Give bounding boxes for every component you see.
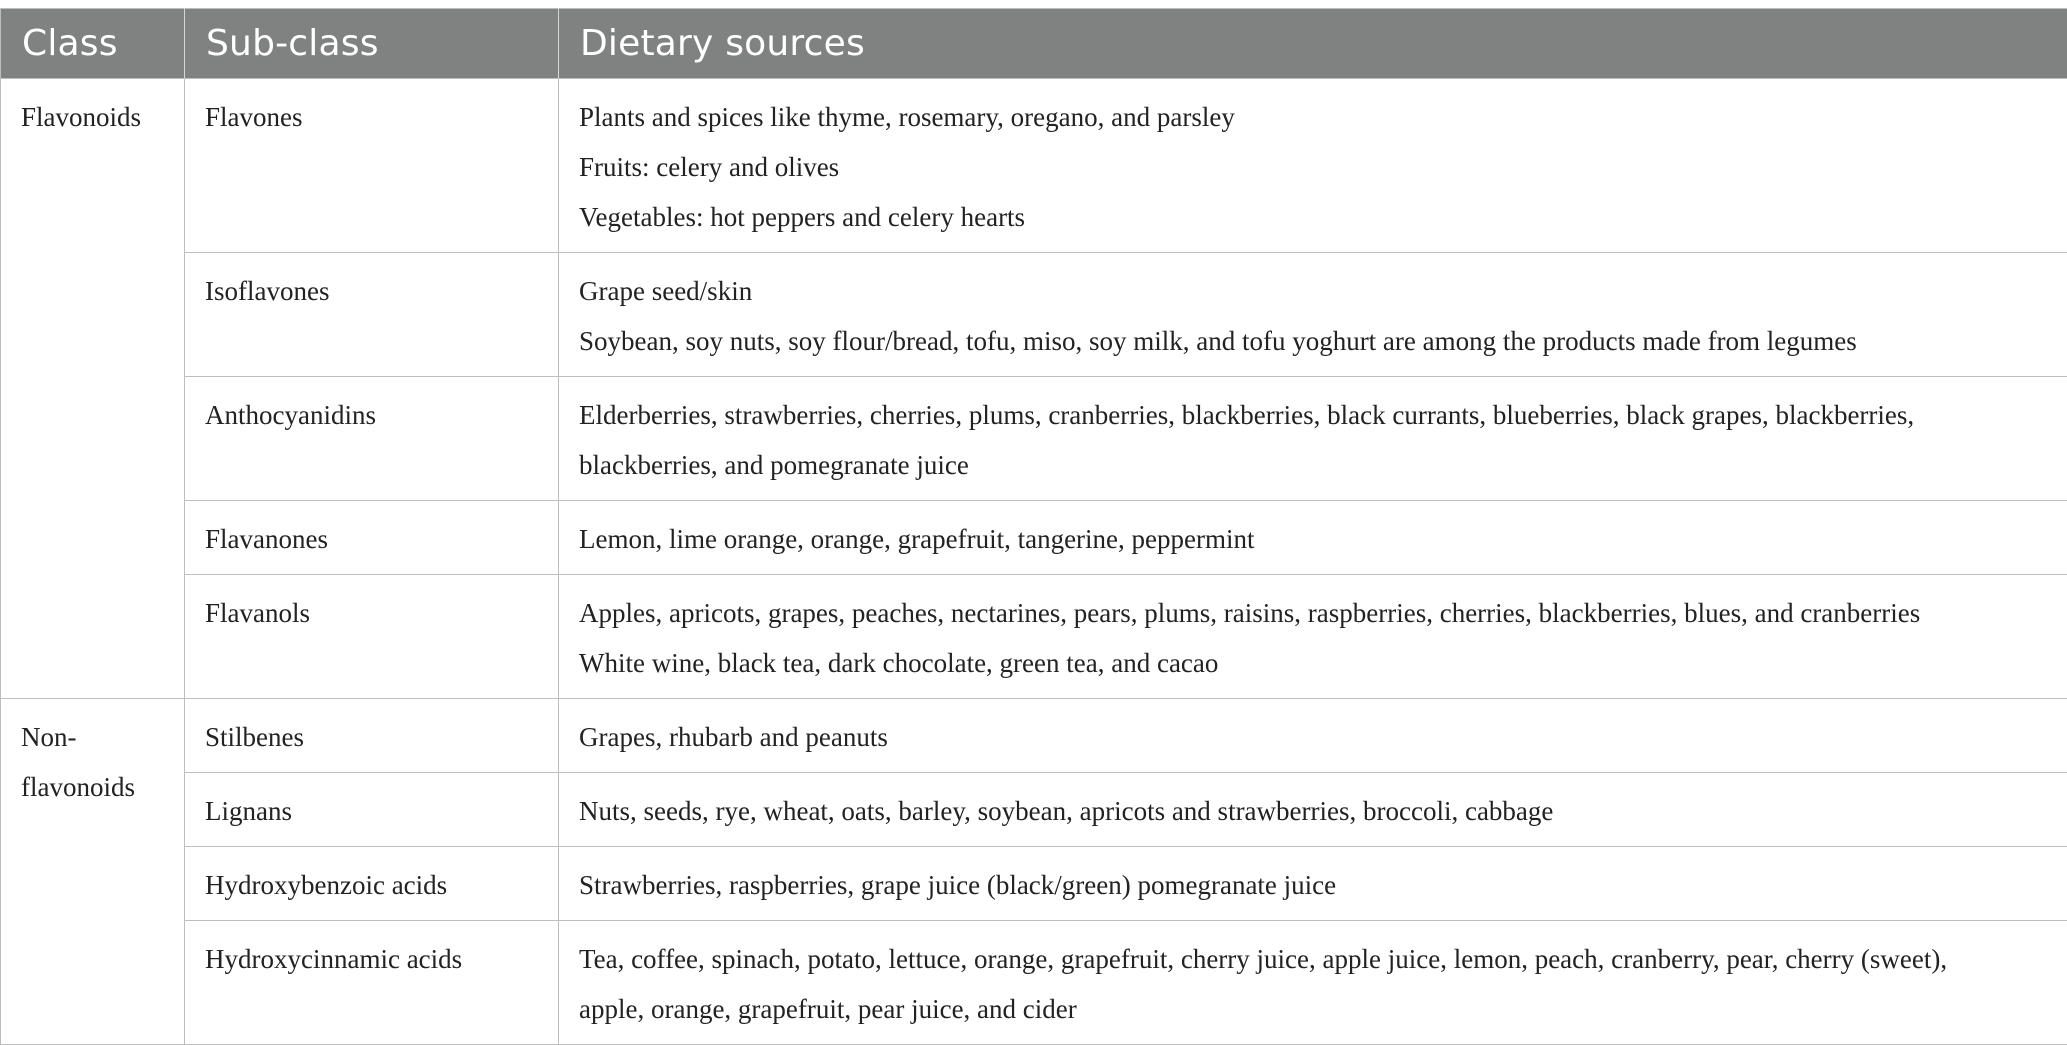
sources-cell xyxy=(559,921,2067,1045)
subclass-cell: Anthocyanidins xyxy=(185,377,559,501)
header-class: Class xyxy=(1,9,185,79)
subclass-cell: Hydroxycinnamic acids xyxy=(185,921,559,1045)
table-row xyxy=(1,501,2067,575)
source-line: Elderberries, strawberries, cherries, plums, cranberries, blackberries, black currants, blueberries, black grapes, blackberries, xyxy=(579,390,2047,440)
class-label: Flavonoids xyxy=(21,92,170,142)
source-line: apple, orange, grapefruit, pear juice, and cider xyxy=(579,984,2047,1034)
table-row xyxy=(1,253,2067,377)
class-cell-flavonoids xyxy=(1,79,185,699)
subclass-cell: Flavanones xyxy=(185,501,559,575)
table-row xyxy=(1,575,2067,699)
source-line: Nuts, seeds, rye, wheat, oats, barley, soybean, apricots and strawberries, broccoli, cabbage xyxy=(579,786,2047,836)
subclass-cell: Stilbenes xyxy=(185,699,559,773)
subclass-cell: Lignans xyxy=(185,773,559,847)
sources-cell xyxy=(559,377,2067,501)
source-line: Soybean, soy nuts, soy flour/bread, tofu, miso, soy milk, and tofu yoghurt are among the products made from legumes xyxy=(579,316,2047,366)
sources-cell xyxy=(559,847,2067,921)
source-line: Lemon, lime orange, orange, grapefruit, tangerine, peppermint xyxy=(579,514,2047,564)
subclass-cell: Isoflavones xyxy=(185,253,559,377)
class-label-line: Non- xyxy=(21,712,170,762)
source-line: Fruits: celery and olives xyxy=(579,142,2047,192)
header-subclass: Sub-class xyxy=(185,9,559,79)
source-line: blackberries, and pomegranate juice xyxy=(579,440,2047,490)
class-cell-non-flavonoids xyxy=(1,699,185,1045)
subclass-cell: Flavones xyxy=(185,79,559,253)
source-line: Apples, apricots, grapes, peaches, nectarines, pears, plums, raisins, raspberries, cherries, blackberries, blues, and cranberries xyxy=(579,588,2047,638)
class-label-line: flavonoids xyxy=(21,762,170,812)
sources-cell xyxy=(559,253,2067,377)
table-row xyxy=(1,921,2067,1045)
source-line: White wine, black tea, dark chocolate, green tea, and cacao xyxy=(579,638,2047,688)
source-line: Strawberries, raspberries, grape juice (black/green) pomegranate juice xyxy=(579,860,2047,910)
subclass-cell: Hydroxybenzoic acids xyxy=(185,847,559,921)
table-row xyxy=(1,377,2067,501)
table-row xyxy=(1,847,2067,921)
dietary-sources-table xyxy=(0,8,2067,1045)
source-line: Plants and spices like thyme, rosemary, oregano, and parsley xyxy=(579,92,2047,142)
source-line: Grapes, rhubarb and peanuts xyxy=(579,712,2047,762)
sources-cell xyxy=(559,773,2067,847)
table-row xyxy=(1,79,2067,253)
subclass-cell: Flavanols xyxy=(185,575,559,699)
table-row xyxy=(1,699,2067,773)
header-dietary-sources: Dietary sources xyxy=(559,9,2067,79)
header-row xyxy=(1,9,2067,79)
table-row xyxy=(1,773,2067,847)
source-line: Grape seed/skin xyxy=(579,266,2047,316)
sources-cell xyxy=(559,575,2067,699)
sources-cell xyxy=(559,699,2067,773)
source-line: Vegetables: hot peppers and celery hearts xyxy=(579,192,2047,242)
sources-cell xyxy=(559,79,2067,253)
sources-cell xyxy=(559,501,2067,575)
source-line: Tea, coffee, spinach, potato, lettuce, orange, grapefruit, cherry juice, apple juice, lemon, peach, cranberry, pear, cherry (sweet), xyxy=(579,934,2047,984)
